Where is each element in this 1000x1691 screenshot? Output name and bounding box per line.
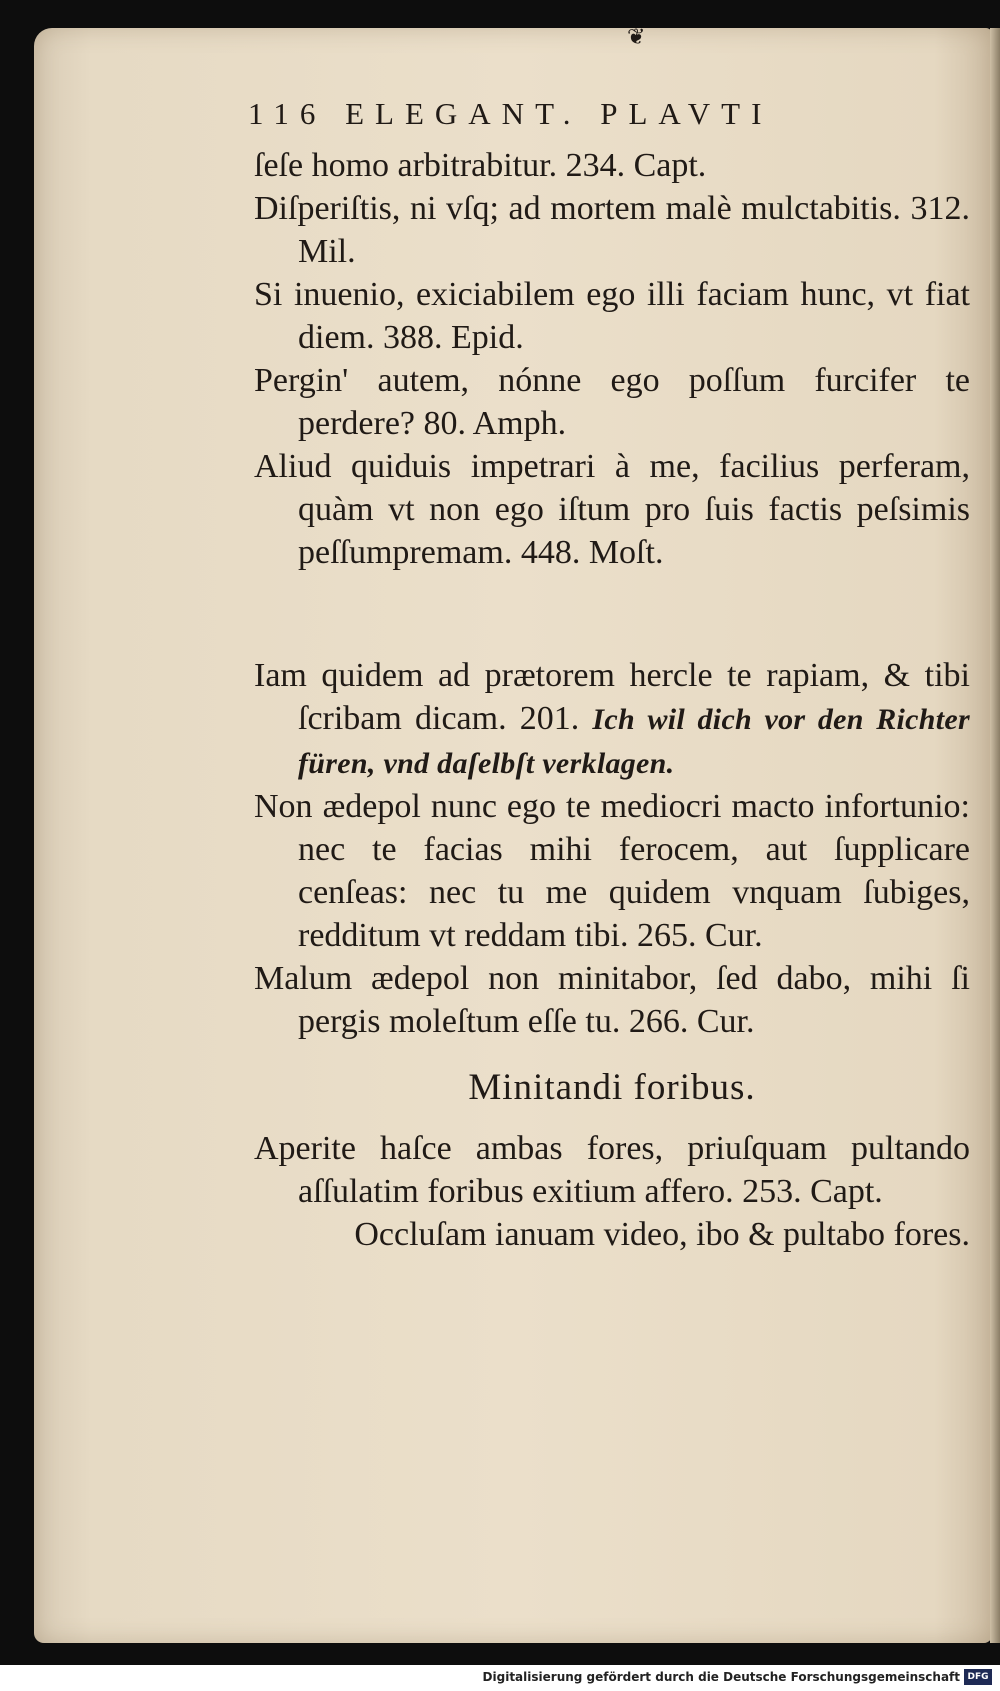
footer-bar (0, 1665, 1000, 1691)
entry-text: ſeſe homo arbitrabitur. 234. Capt. (254, 147, 707, 184)
dfg-logo: DFG (964, 1669, 992, 1685)
entry-text: Diſperiſtis, ni vſq; ad mortem malè mulctabitis. 312. Mil. (254, 190, 970, 270)
entry-text: Aliud quiduis impetrari à me, facilius perferam, quàm vt non ego iſtum pro ſuis factis peſsimis peſſumpremam. 448. Moſt. (254, 448, 970, 571)
paragraph-gap (254, 574, 970, 654)
german-translation: Ich wil dich vor den Richter füren, vnd daſelbſt verklagen. (298, 703, 971, 780)
entry-with-translation (254, 654, 970, 785)
entry-text: Si inuenio, exiciabilem ego illi faciam hunc, vt fiat diem. 388. Epid. (254, 276, 970, 356)
entry-text: Occluſam ianuam video, ibo & pultabo fores. (354, 1216, 970, 1253)
footer-credit: Digitalisierung gefördert durch die Deutsche Forschungsgemeinschaft (482, 1670, 960, 1684)
entry-text: Non ædepol nunc ego te mediocri macto infortunio: nec te facias mihi ferocem, aut ſupplicare cenſeas: nec tu me quidem vnquam ſubiges, redditum vt reddam tibi. 265. Cur. (254, 788, 970, 954)
page-edge (990, 28, 1000, 1643)
page-header: 116 ELEGANT. PLAVTI (248, 96, 773, 131)
entry-text: Aperite haſce ambas fores, priuſquam pultando aſſulatim foribus exitium affero. 253. Capt. (254, 1130, 970, 1210)
entry-text: Pergin' autem, nónne ego poſſum furcifer te perdere? 80. Amph. (254, 362, 970, 442)
ornament-icon: ❦ (627, 24, 646, 49)
page-body (254, 144, 970, 1256)
section-heading: Minitandi foribus. (468, 1067, 756, 1108)
entry-text: Malum ædepol non minitabor, ſed dabo, mihi ſi pergis moleſtum eſſe tu. 266. Cur. (254, 960, 970, 1040)
entry-text: Iam quidem ad prætorem hercle te rapiam, & tibi ſcribam dicam. 201. (254, 657, 970, 737)
